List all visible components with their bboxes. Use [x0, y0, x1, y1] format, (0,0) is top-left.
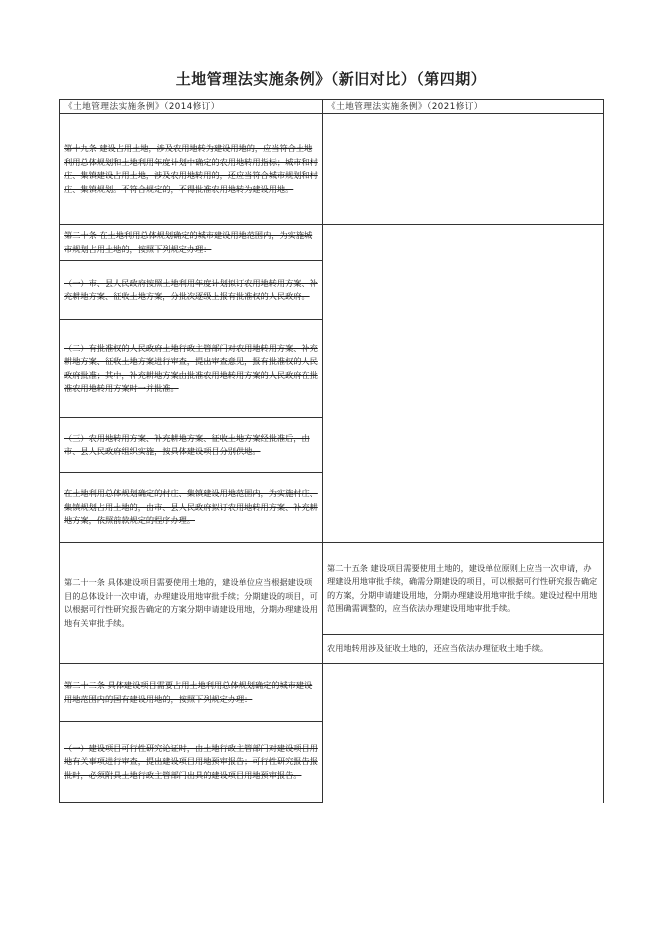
table-cell-new-art25: [322, 542, 604, 635]
page-title: 土地管理法实施条例》（新旧对比）（第四期）: [175, 70, 487, 88]
new-article-25-para2-text: 农用地转用涉及征收土地的，还应当依法办理征收土地手续。: [327, 643, 549, 654]
table-cell-old-art22-item1: [59, 721, 323, 803]
old-article-20-text: 第二十条 在土地利用总体规划确定的城市建设用地范围内，为实施城市规划占用土地的，按照下列规定办理：: [64, 230, 313, 254]
table-cell-old-art20-item1: [59, 260, 323, 320]
old-article-22-text: 第二十二条 具体建设项目需要占用土地利用总体规划确定的城市建设用地范围内的国有建设用地的，按照下列规定办理：: [64, 680, 313, 704]
table-cell-old-art19: [59, 113, 323, 225]
old-article-21-text: 第二十一条 具体建设项目需要使用土地的，建设单位应当根据建设项目的总体设计一次申请，办理建设用地审批手续；分期建设的项目，可以根据可行性研究报告确定的方案分期申请建设用地，分期办理建设用地有关审批手续。: [64, 577, 318, 628]
table-header-old: 《土地管理法实施条例》（2014修订）: [59, 99, 323, 114]
old-article-20-item3-text: （三）农用地转用方案、补充耕地方案、征收土地方案经批准后，由市、县人民政府组织实施，按具体建设项目分别供地。: [64, 432, 310, 456]
table-cell-old-art20-item3: [59, 417, 323, 473]
old-article-20-item1-text: （一）市、县人民政府按照土地利用年度计划拟订农用地转用方案、补充耕地方案、征收土地方案，分批次逐级上报有批准权的人民政府。: [64, 277, 318, 301]
new-article-25-text: 第二十五条 建设项目需要使用土地的，建设单位原则上应当一次申请，办理建设用地审批手续，确需分期建设的项目，可以根据可行性研究报告确定的方案，分期申请建设用地，分期办理建设用地审批手续。建设过程中用地范围确需调整的，应当依法办理建设用地审批手续。: [327, 562, 598, 613]
old-article-22-item1-text: （一）建设项目可行性研究论证时，由土地行政主管部门对建设项目用地有关事项进行审查，提出建设项目用地预审报告；可行性研究报告报批时，必须附具土地行政主管部门出具的建设项目用地预审报告。: [64, 742, 318, 780]
table-cell-old-art22: [59, 663, 323, 722]
old-article-20-item2-text: （二）有批准权的人民政府土地行政主管部门对农用地转用方案、补充耕地方案、征收土地方案进行审查，提出审查意见，报有批准权的人民政府批准；其中，补充耕地方案由批准农用地转用方案的人民政府在批准农用地转用方案时一并批准。: [64, 342, 318, 393]
old-article-19-text: 第十九条 建设占用土地，涉及农用地转为建设用地的，应当符合土地利用总体规划和土地利用年度计划中确定的农用地转用指标；城市和村庄、集镇建设占用土地，涉及农用地转用的，还应当符合城市规划和村庄、集镇规划。不符合规定的，不得批准农用地转为建设用地。: [64, 143, 318, 194]
table-cell-new-empty-3: [322, 663, 604, 803]
table-cell-old-art20-item2: [59, 319, 323, 418]
table-cell-old-art20: [59, 224, 323, 261]
table-header-new: 《土地管理法实施条例》（2021修订）: [322, 99, 604, 114]
table-cell-new-art25-para2: [322, 634, 604, 664]
old-article-20-para2-text: 在土地利用总体规划确定的村庄、集镇建设用地范围内，为实施村庄、集镇规划占用土地的，由市、县人民政府拟订农用地转用方案、补充耕地方案，依照前款规定的程序办理。: [64, 488, 318, 526]
table-cell-old-art21: [59, 542, 323, 664]
table-cell-new-empty-2: [322, 224, 604, 543]
table-cell-old-art20-para2: [59, 472, 323, 543]
table-cell-new-empty-1: [322, 113, 604, 225]
